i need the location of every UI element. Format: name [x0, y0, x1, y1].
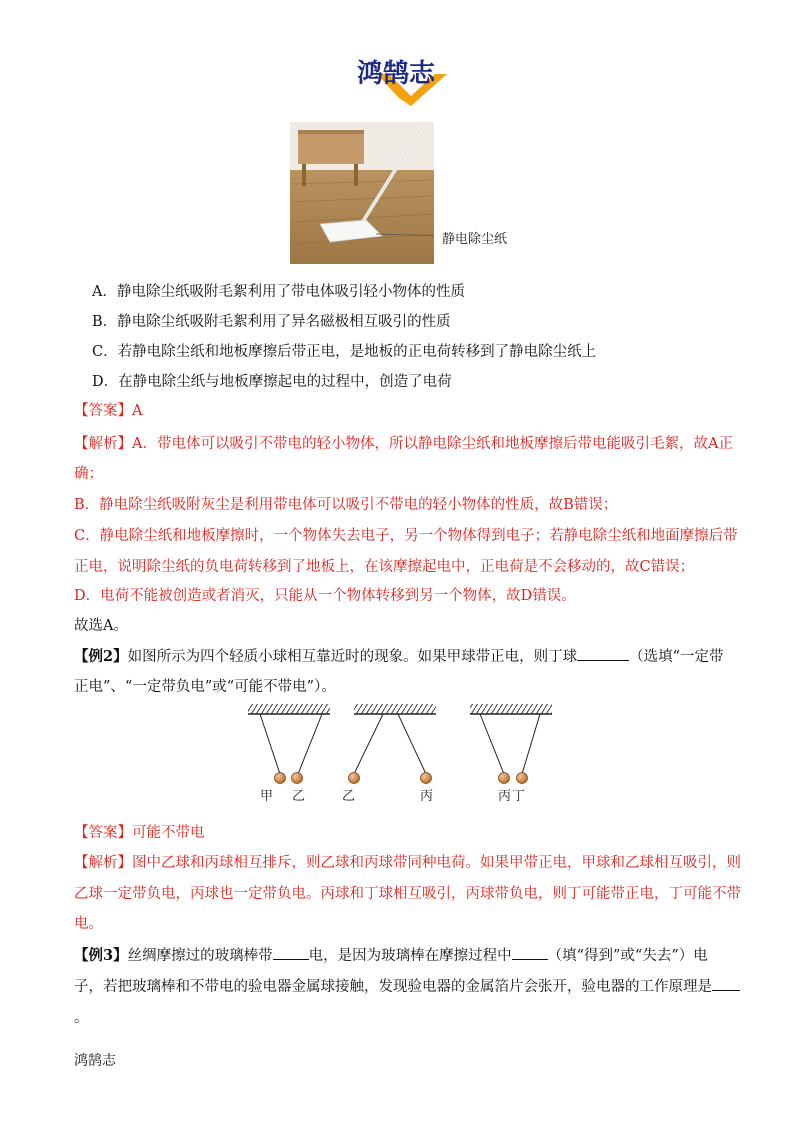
- footer-brand: 鸿鹄志: [74, 1053, 116, 1069]
- q3-question-line-1: [74, 945, 708, 966]
- q1-analysis-line: B．静电除尘纸吸附灰尘是利用带电体可以吸引不带电的轻小物体的性质，故B错误；: [74, 497, 618, 513]
- figure-label: 静电除尘纸: [442, 232, 508, 247]
- q1-conclusion: 故选A。: [74, 618, 128, 634]
- ball-bing: [421, 773, 432, 784]
- ball-ding: [517, 773, 528, 784]
- mop-photo: [290, 122, 434, 264]
- label-ding: 丁: [512, 789, 526, 804]
- ball-yi-2: [349, 773, 360, 784]
- q3-text: 丝绸摩擦过的玻璃棒带: [127, 948, 273, 964]
- q2-analysis-line: 【解析】图中乙球和丙球相互排斥，则乙球和丙球带同种电荷。如果甲带正电，甲球和乙球相互吸引，则: [74, 855, 741, 871]
- q2-question-line-1: [74, 646, 724, 667]
- q2-text: （选填“一定带: [629, 649, 724, 665]
- option-d: D．在静电除尘纸与地板摩擦起电的过程中，创造了电荷: [92, 374, 452, 390]
- q1-analysis-line: 【解析】A．带电体可以吸引不带电的轻小物体，所以静电除尘纸和地板摩擦后带电能吸引毛絮，故A正: [74, 436, 733, 452]
- option-c: C．若静电除尘纸和地板摩擦后带正电，是地板的正电荷转移到了静电除尘纸上: [92, 344, 597, 360]
- label-bing: 丙: [420, 789, 434, 804]
- q3-text: （填“得到”或“失去”）电: [547, 948, 708, 964]
- q2-text: 如图所示为四个轻质小球相互靠近时的现象。如果甲球带正电，则丁球: [127, 649, 578, 665]
- q1-analysis-line: C．静电除尘纸和地板摩擦时，一个物体失去电子，另一个物体得到电子；若静电除尘纸和地面摩擦后带: [74, 528, 738, 544]
- q3-question-line-3: 。: [74, 1010, 89, 1026]
- q1-analysis-line: D．电荷不能被创造或者消灭，只能从一个物体转移到另一个物体，故D错误。: [74, 588, 576, 604]
- q2-analysis-line: 乙球一定带负电，丙球也一定带负电。丙球和丁球相互吸引，丙球带负电，则丁可能带正电，丁可能不带: [74, 886, 741, 902]
- option-b: B．静电除尘纸吸附毛絮利用了异名磁极相互吸引的性质: [92, 314, 451, 330]
- option-a: A．静电除尘纸吸附毛絮利用了带电体吸引轻小物体的性质: [92, 284, 465, 300]
- support-middle: [354, 704, 436, 714]
- q1-answer: 【答案】A: [74, 403, 143, 419]
- label-yi-2: 乙: [342, 789, 356, 804]
- support-right: [470, 704, 552, 714]
- q3-text: 子，若把玻璃棒和不带电的验电器金属球接触，发现验电器的金属箔片会张开，验电器的工作原理是: [74, 979, 712, 995]
- q2-answer-blank[interactable]: [577, 646, 629, 661]
- ball-yi: [292, 773, 303, 784]
- q3-text: 电，是因为玻璃棒在摩擦过程中: [308, 948, 512, 964]
- q2-analysis-line: 电。: [74, 916, 103, 932]
- q3-tag: 【例3】: [74, 947, 128, 964]
- q1-analysis-line: 正电，说明除尘纸的负电荷转移到了地板上，在该摩擦起电中，正电荷是不会移动的，故C错误；: [74, 559, 695, 575]
- label-jia: 甲: [260, 789, 274, 804]
- brand-logo-text: 鸿鹄志: [357, 59, 436, 89]
- q2-tag: 【例2】: [74, 648, 128, 665]
- q2-question-line-2: 正电”、“一定带负电”或“可能不带电”）。: [74, 679, 336, 695]
- q3-blank-3[interactable]: [712, 976, 740, 991]
- q2-answer: 【答案】可能不带电: [74, 825, 205, 841]
- support-left: [248, 704, 330, 714]
- brand-logo: [355, 56, 465, 108]
- q3-question-line-2: [74, 976, 740, 997]
- ball-jia: [275, 773, 286, 784]
- label-bing-2: 丙: [498, 789, 512, 804]
- q3-blank-1[interactable]: [273, 945, 309, 960]
- q1-analysis-line: 确；: [74, 466, 103, 482]
- hanging-balls-figure: [240, 700, 560, 805]
- ball-bing-2: [499, 773, 510, 784]
- q3-blank-2[interactable]: [512, 945, 548, 960]
- label-yi: 乙: [292, 789, 306, 804]
